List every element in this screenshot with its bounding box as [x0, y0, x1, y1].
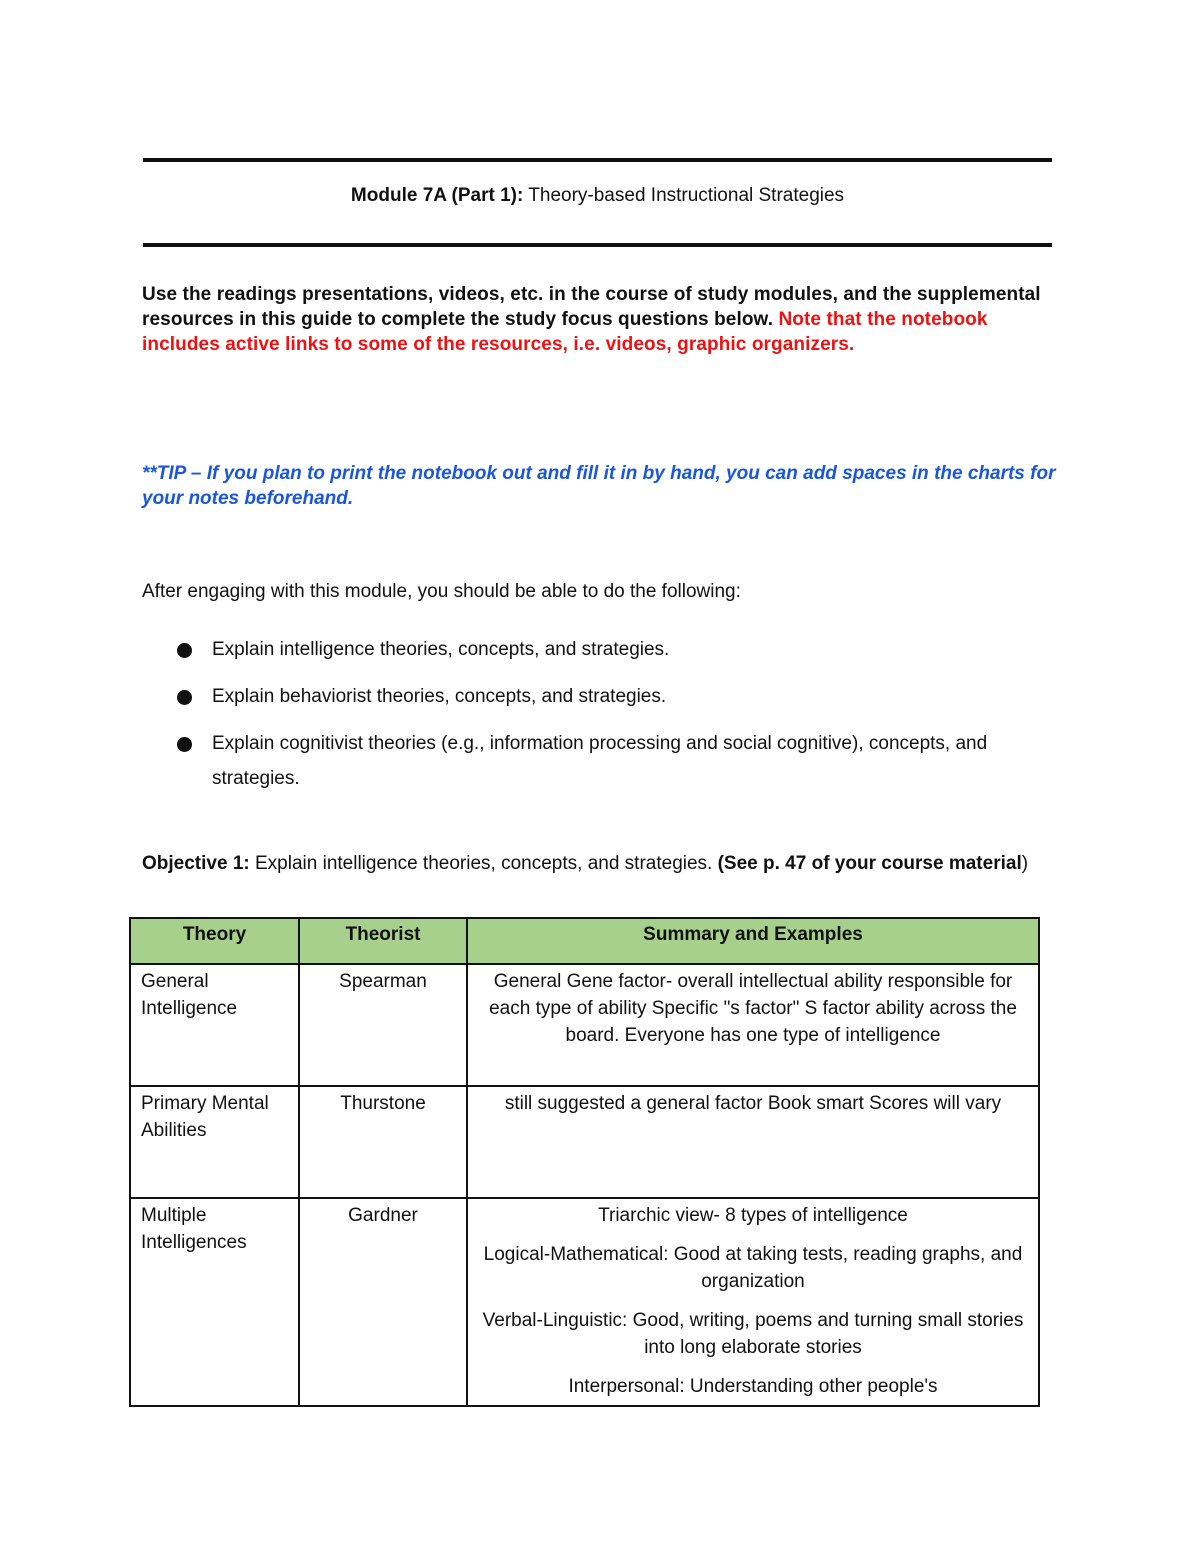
list-item: [142, 726, 1057, 796]
top-divider: [143, 158, 1052, 162]
header-summary: Summary and Examples: [467, 918, 1039, 964]
theorist-cell: Thurstone: [299, 1086, 467, 1198]
table-header-row: [130, 918, 1039, 964]
bullet-icon: [177, 643, 192, 658]
after-engaging-text: After engaging with this module, you should be able to do the following:: [142, 581, 741, 602]
intro-note: Note that the notebook includes active links to some of the resources, i.e. videos, graphic organizers.: [142, 309, 988, 355]
bullet-icon: [177, 737, 192, 752]
list-item: [142, 679, 1057, 714]
summary-text: Verbal-Linguistic: Good, writing, poems and turning small stories into long elaborate stories: [482, 1310, 1024, 1358]
summary-cell: [467, 1086, 1039, 1198]
theory-cell: Primary Mental Abilities: [130, 1086, 299, 1198]
objectives-list: [142, 632, 1057, 808]
summary-text: General Gene factor- overall intellectual ability responsible for each type of ability Specific "s factor" S factor ability across the board. Everyone has one type of intelligence: [489, 971, 1017, 1046]
module-title: [0, 184, 1195, 208]
objective-1-reference-close: ): [1021, 853, 1029, 874]
module-title-bold: Module 7A (Part 1):: [350, 185, 524, 206]
objective-1-heading: [142, 851, 1057, 877]
objective-text: Explain behaviorist theories, concepts, and strategies.: [212, 686, 667, 707]
header-theorist: Theorist: [299, 918, 467, 964]
objective-text: Explain cognitivist theories (e.g., information processing and social cognitive), concepts, and strategies.: [212, 733, 988, 789]
summary-text: Interpersonal: Understanding other people's: [568, 1376, 938, 1397]
objective-1-text: Explain intelligence theories, concepts, and strategies.: [249, 853, 718, 874]
table-row: [130, 964, 1039, 1086]
table-row: [130, 1086, 1039, 1198]
module-title-rest: Theory-based Instructional Strategies: [523, 185, 845, 206]
tip-paragraph: **TIP – If you plan to print the notebook out and fill it in by hand, you can add spaces in the charts for your notes beforehand.: [142, 463, 1056, 509]
objective-text: Explain intelligence theories, concepts, and strategies.: [212, 639, 670, 660]
theory-cell: Multiple Intelligences: [130, 1198, 299, 1406]
summary-cell: [467, 1198, 1039, 1406]
header-theory: Theory: [130, 918, 299, 964]
intro-instructions: Use the readings presentations, videos, etc. in the course of study modules, and the supplemental resources in this guide to complete the study focus questions below.: [142, 284, 1041, 330]
summary-cell: [467, 964, 1039, 1086]
intelligence-theories-table: [129, 917, 1040, 1407]
list-item: [142, 632, 1057, 667]
summary-text: still suggested a general factor Book smart Scores will vary: [504, 1093, 1002, 1114]
bottom-divider: [143, 243, 1052, 247]
objective-1-label: Objective 1:: [142, 853, 250, 874]
theorist-cell: Gardner: [299, 1198, 467, 1406]
intro-paragraph: [142, 282, 1057, 357]
summary-text: Logical-Mathematical: Good at taking tests, reading graphs, and organization: [483, 1244, 1023, 1292]
summary-text: Triarchic view- 8 types of intelligence: [598, 1205, 908, 1226]
table-row: [130, 1198, 1039, 1406]
objective-1-reference: (See p. 47 of your course material: [717, 853, 1022, 874]
bullet-icon: [177, 690, 192, 705]
theorist-cell: Spearman: [299, 964, 467, 1086]
theory-cell: General Intelligence: [130, 964, 299, 1086]
